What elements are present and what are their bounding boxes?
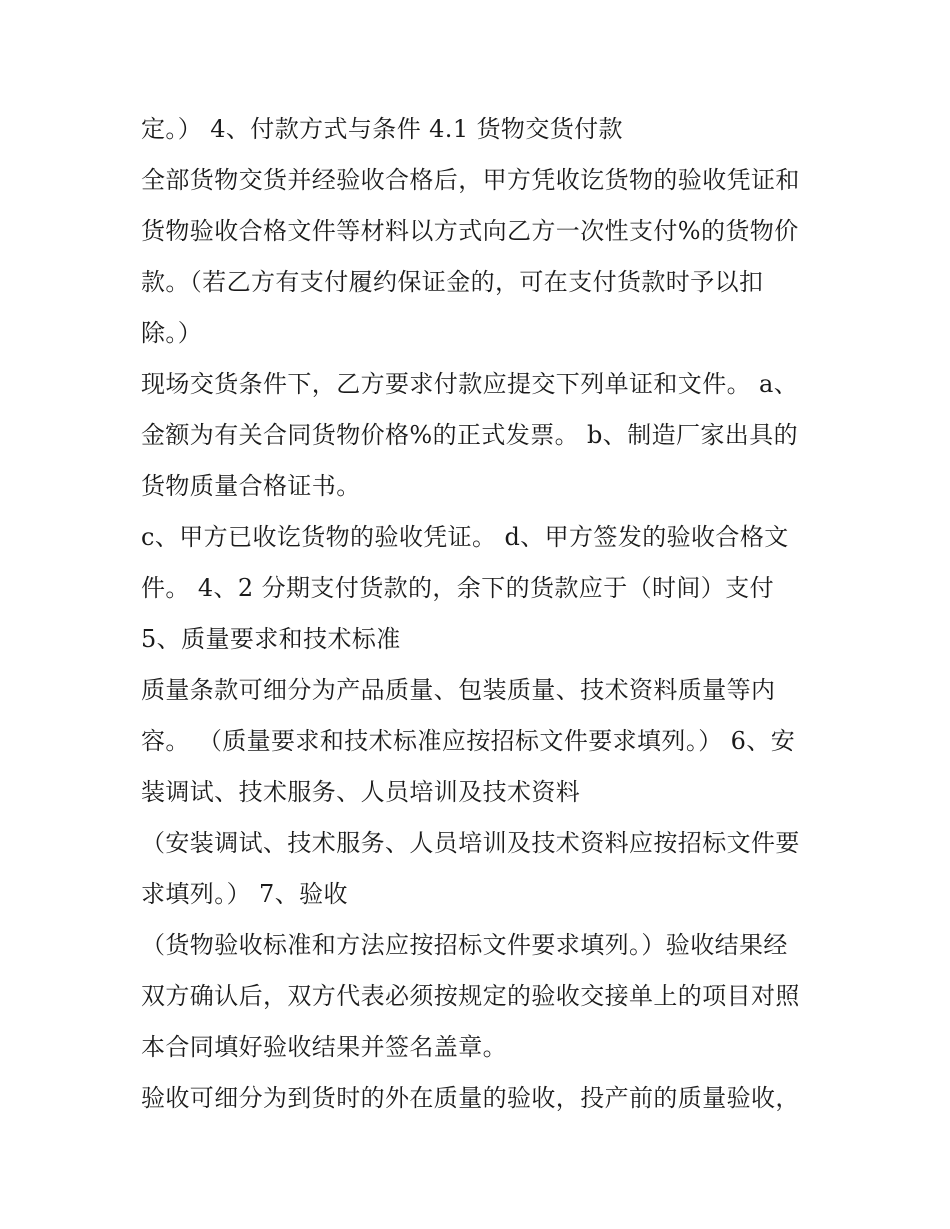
text-line: 款。（若乙方有支付履约保证金的，可在支付货款时予以扣 xyxy=(141,268,764,296)
text-line: c、甲方已收讫货物的验收凭证。 d、甲方签发的验收合格文 xyxy=(141,523,789,551)
text-line: （货物验收标准和方法应按招标文件要求填列。）验收结果经 xyxy=(141,931,788,959)
text-line: 质量条款可细分为产品质量、包装质量、技术资料质量等内 xyxy=(141,676,776,704)
text-line: 货物质量合格证书。 xyxy=(141,472,361,500)
text-line: 定。） 4、付款方式与条件 4.1 货物交货付款 xyxy=(141,115,623,143)
document-body xyxy=(141,104,821,1124)
text-line: 容。 （质量要求和技术标准应按招标文件要求填列。） 6、安 xyxy=(141,727,796,755)
text-line: 现场交货条件下，乙方要求付款应提交下列单证和文件。 a、 xyxy=(141,370,799,398)
text-line: 本合同填好验收结果并签名盖章。 xyxy=(141,1033,507,1061)
text-line: 求填列。） 7、验收 xyxy=(141,880,348,908)
text-line: 全部货物交货并经验收合格后，甲方凭收讫货物的验收凭证和 xyxy=(141,166,800,194)
text-line: 货物验收合格文件等材料以方式向乙方一次性支付%的货物价 xyxy=(141,217,799,245)
text-line: 除。） xyxy=(141,319,203,347)
text-line: 件。 4、2 分期支付货款的，余下的货款应于（时间）支付 xyxy=(141,574,774,602)
text-line: 双方确认后，双方代表必须按规定的验收交接单上的项目对照 xyxy=(141,982,800,1010)
text-line: 金额为有关合同货物价格%的正式发票。 b、制造厂家出具的 xyxy=(141,421,798,449)
text-line: 装调试、技术服务、人员培训及技术资料 xyxy=(141,778,581,806)
text-line: 验收可细分为到货时的外在质量的验收，投产前的质量验收， xyxy=(141,1084,800,1112)
text-line: （安装调试、技术服务、人员培训及技术资料应按招标文件要 xyxy=(141,829,800,857)
section-heading: 5、质量要求和技术标准 xyxy=(141,625,401,653)
